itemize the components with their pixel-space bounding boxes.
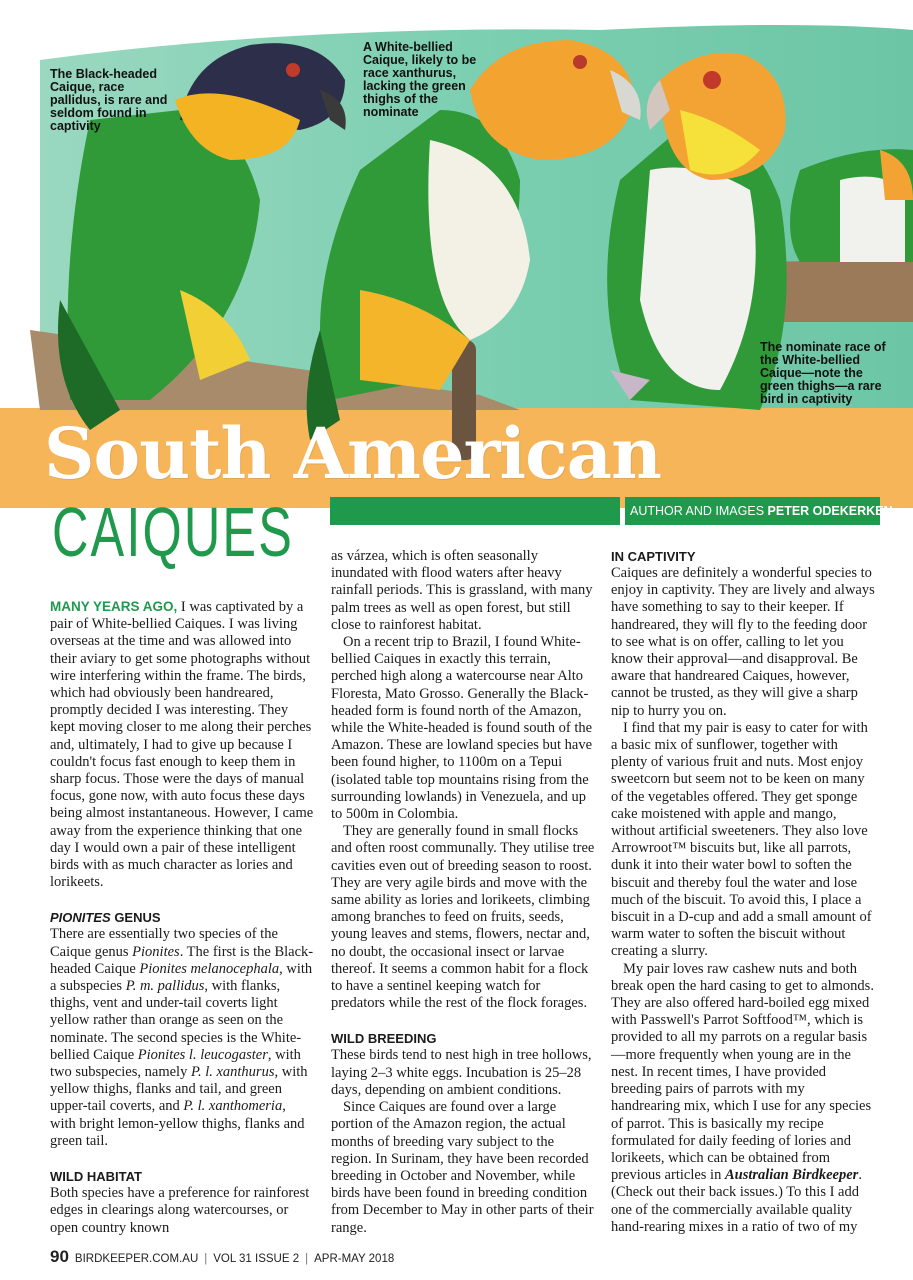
footer-separator: | — [305, 1253, 309, 1265]
habitat-paragraph: Both species have a preference for rainforest edges in clearings along watercourses, or open country known — [50, 1185, 310, 1236]
title-south-american: South American — [44, 412, 661, 495]
genus-text-a: There are essentially two species of the Caique genus — [50, 926, 278, 960]
genus-text-h: Pionites l. leucogaster — [137, 1046, 268, 1063]
col2-paragraph-4: These birds tend to nest high in tree hollows, laying 2–3 white eggs. Incubation is 25–28 days, depending on ambient conditions. — [331, 1047, 592, 1098]
lead-in: MANY YEARS AGO, — [50, 599, 178, 614]
heading-wild-habitat: WILD HABITAT — [50, 1169, 142, 1185]
genus-text-e: , with a subspecies — [50, 960, 313, 995]
perch-right — [770, 258, 913, 322]
genus-text-l: P. l. xanthomeria — [183, 1098, 283, 1115]
col2-paragraph-1: as várzea, which is often seasonally inundated with flood waters after heavy rainfall periods. This is grassland, with many palm trees as well as open forest, but still close to rainforest habitat. — [331, 548, 593, 633]
heading-wild-breeding: WILD BREEDING — [331, 1031, 437, 1047]
col3-paragraph-2: I find that my pair is easy to cater for with a basic mix of sunflower, together with plenty of various fruit and nuts. Most enjoy sweetcorn but seem not to be keen on many of the vegetables offered. They get sponge cake moistened with apple and mango, without artificial sweeteners. They also love Arrowroot™ biscuits but, like all parrots, dunk it into their water bowl to soften the biscuit and thereby foul the water and lose much of the biscuit. To avoid this, I place a biscuit in a D-cup and add a small amount of warm water to soften the biscuit without creating a slurry. — [611, 719, 872, 960]
genus-text-g: , with flanks, thighs, vent and under-tail coverts light yellow rather than orange as seen on the nominate. The second species is the White-bellied Caique — [50, 978, 302, 1063]
footer-separator: | — [204, 1253, 208, 1265]
heading-pionites-genus — [50, 909, 314, 926]
genus-text-j: P. l. xanthurus — [190, 1064, 275, 1081]
col2-paragraph-3: They are generally found in small flocks and often roost communally. They utilise tree cavities even out of breeding season to roost. They are very agile birds and move with the same ability as lories and lorikeets, climbing among branches to feed on fruits, seeds, young leaves and stems, flowers, nectar and, no doubt, the occasional insect or larvae thereof. It seems a common habit for a flock to have a sentinel keeping watch for predators while the rest of the flock forages. — [331, 823, 595, 1012]
footer-date: APR-MAY 2018 — [314, 1253, 395, 1265]
heading-in-captivity: IN CAPTIVITY — [611, 549, 696, 564]
hero-photo — [0, 0, 913, 520]
footer-volume: VOL 31 ISSUE 2 — [213, 1253, 300, 1265]
col3-paragraph-3 — [611, 961, 875, 1236]
column-3 — [611, 548, 875, 1236]
byline — [625, 497, 893, 525]
col3-text-a: My pair loves raw cashew nuts and both break open the hard casing to get to almonds. They are also offered hard-boiled egg mixed with Passwell's Parrot Softfood™, which is provided to all my parrots on a regular basis—more frequently when young are in the nest. In recent times, I have provided breeding pairs of parrots with my handrearing mix, which I use for any species of parrot. This is basically my recipe formulated for daily feeding of lories and lorikeets, which can be obtained from previous articles in — [611, 960, 874, 1184]
page-number: 90 — [50, 1247, 69, 1266]
genus-paragraph — [50, 926, 314, 1150]
heading-genus-italic: PIONITES — [50, 910, 111, 926]
column-1 — [50, 598, 314, 1237]
heading-genus-rest: GENUS — [114, 910, 161, 926]
col3-paragraph-1: Caiques are definitely a wonderful species to enjoy in captivity. They are lively and always have something to say to their keeper. If handreared, they will fly to the feeding door to see what is on offer, calling to let you know their approval—and disapproval. Be aware that handreared Caiques, however, cannot be trusted, as they will give a sharp nip to hurry you on. — [611, 565, 875, 719]
caption-nominate: The nominate race of the White-bellied Caique—note the green thighs—a rare bird in captivity — [760, 340, 886, 406]
intro-text: I was captivated by a pair of White-bellied Caiques. I was living overseas at the time and was allowed into their aviary to get some photographs without wire interfering within the frame. The birds, which had obviously been handreared, promptly decided I was interesting. They kept moving closer to me along their perches and, ultimately, I had to give up because I couldn't focus fast enough to keep them in sharp focus. Those were the days of manual focus, gone now, with auto focus these days being almost instantaneous. However, I came away from the experience thinking that one day I would own a pair of these intelligent birds with as much character as lories and lorikeets. — [50, 599, 314, 891]
footer-site: BIRDKEEPER.COM.AU — [74, 1253, 199, 1265]
caption-xanthurus: A White-bellied Caique, likely to be race xanthurus, lacking the green thighs of the nominate — [363, 40, 477, 119]
genus-text-f: P. m. pallidus — [125, 978, 205, 995]
genus-text-d: Pionites melanocephala — [139, 960, 280, 977]
page-footer — [50, 1247, 394, 1267]
green-rule — [330, 497, 620, 525]
col2-paragraph-5: Since Caiques are found over a large portion of the Amazon region, the actual months of breeding vary subject to the region. In Surinam, they have been recorded breeding in October and November, while birds have been found in breeding condition from December to May in other parts of their range. — [331, 1099, 594, 1236]
title-caiques: CAIQUES — [52, 493, 294, 571]
genus-text-c: . The first is the Black-headed Caique — [50, 943, 314, 977]
genus-text-m: , with bright lemon-yellow thighs, flanks and green tail. — [50, 1098, 305, 1149]
col3-text-b: . (Check out their back issues.) To this I add one of the commercially available quality hand-rearing mixes in a ratio of two of my — [611, 1167, 862, 1235]
byline-name: PETER ODEKERKEN — [767, 504, 893, 518]
column-2 — [331, 548, 595, 1237]
col2-paragraph-2: On a recent trip to Brazil, I found White-bellied Caiques in exactly this terrain, perched high along a watercourse near Alto Floresta, Mato Grosso. Generally the Black-headed form is found north of the Amazon, while the White-headed is found south of the Amazon. These are lowland species but have been found higher, to 1100m on a Tepui (isolated table top mountains rising from the surrounding lowlands) in Venezuela, and up to 500m in Colombia. — [331, 634, 593, 823]
genus-text-i: , with two subspecies, namely — [50, 1046, 301, 1081]
caption-black-headed: The Black-headed Caique, race pallidus, is rare and seldom found in captivity — [50, 67, 168, 133]
byline-prefix: AUTHOR AND IMAGES — [630, 504, 765, 518]
intro-paragraph — [50, 598, 314, 891]
genus-text-k: , with yellow thighs, flanks and tail, and green upper-tail coverts, and — [50, 1064, 308, 1115]
magazine-title: Australian Birdkeeper — [724, 1167, 859, 1184]
genus-text-b: Pionites — [132, 943, 180, 960]
